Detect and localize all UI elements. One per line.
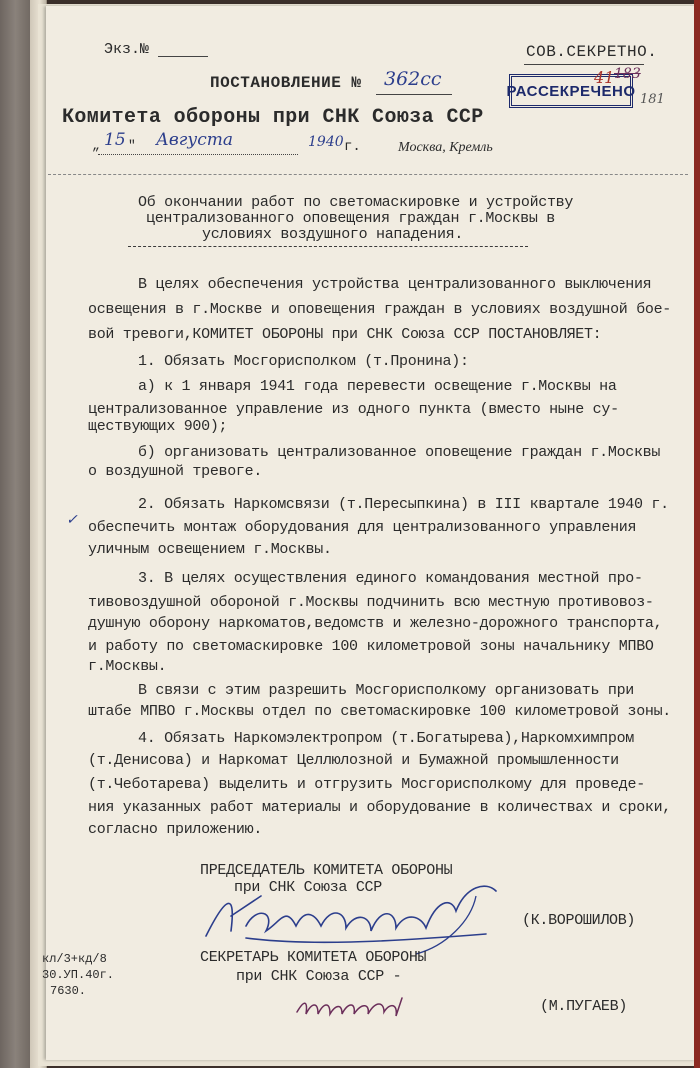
body-line-3: вой тревоги,КОМИТЕТ ОБОРОНЫ при СНК Союза ССР ПОСТАНОВЛЯЕТ: [88,326,602,343]
header-divider [48,174,688,175]
margin-checkmark: ✓ [66,512,78,528]
body-line-17: г.Москвы. [88,658,167,675]
date-open-quote: „ [92,138,100,153]
subject-line-3: условиях воздушного нападения. [202,226,464,243]
body-line-7: ществующих 900); [88,418,228,435]
classification-underline [524,64,644,65]
secretary-title-1: СЕКРЕТАРЬ КОМИТЕТА ОБОРОНЫ [200,949,427,966]
date-underline [98,154,298,155]
classification-mark: СОВ.СЕКРЕТНО. [526,43,658,61]
body-line-11: обеспечить монтаж оборудования для централизованного управления [88,519,637,536]
body-line-4: 1. Обязать Мосгорисполком (т.Пронина): [138,353,469,370]
archive-number-crossed: 41 [594,68,615,87]
subject-line-2: централизованного оповещения граждан г.Москвы в [146,210,555,227]
body-line-14: тивовоздушной обороной г.Москвы подчинить всю местную противовоз- [88,594,654,611]
body-line-21: (т.Денисова) и Наркомат Целлюлозной и Бумажной промышленности [88,752,619,769]
body-line-2: освещения в г.Москве и оповещения граждан в условиях воздушной бое- [88,301,671,318]
footnote-line-1: кл/3+кд/8 [42,952,107,966]
body-line-13: 3. В целях осуществления единого командования местной про- [138,570,643,587]
secretary-name: (М.ПУГАЕВ) [540,998,628,1015]
chair-title-1: ПРЕДСЕДАТЕЛЬ КОМИТЕТА ОБОРОНЫ [200,862,453,879]
footnote-line-2: 30.УП.40г. [42,968,115,982]
subject-line-1: Об окончании работ по светомаскировке и устройству [138,194,574,211]
date-day: 15 [104,130,126,150]
body-line-9: о воздушной тревоге. [88,463,263,480]
place: Москва, Кремль [398,140,493,155]
body-line-23: ния указанных работ материалы и оборудование в количествах и сроки, [88,799,671,816]
date-close-quote: " [128,138,136,153]
body-line-10: 2. Обязать Наркомсвязи (т.Пересыпкина) в III квартале 1940 г. [138,496,669,513]
body-line-19: штабе МПВО г.Москвы отдел по светомаскировке 100 километровой зоны. [88,703,671,720]
body-line-5: а) к 1 января 1941 года перевести освещение г.Москвы на [138,378,617,395]
body-line-20: 4. Обязать Наркомэлектропром (т.Богатырева),Наркомхимпром [138,730,634,747]
body-line-24: согласно приложению. [88,821,263,838]
declassified-stamp: РАССЕКРЕЧЕНО [509,74,633,108]
date-suffix: г. [344,139,361,155]
body-line-18: В связи с этим разрешить Мосгорисполкому организовать при [138,682,634,699]
pugaev-signature [292,992,412,1024]
date-year: 1940 [308,134,344,150]
archive-number-old: 183 [614,66,641,82]
committee-title: Комитета обороны при СНК Союза ССР [62,106,484,129]
secretary-title-2: при СНК Союза ССР - [236,968,402,985]
chair-title-2: при СНК Союза ССР [234,879,382,896]
body-line-15: душную оборону наркоматов,ведомств и железно-дорожного транспорта, [88,615,663,632]
chair-name: (К.ВОРОШИЛОВ) [522,912,636,929]
subject-underline [128,246,528,247]
copy-number-blank [158,56,208,57]
archive-page-number: 181 [640,92,665,107]
decree-label: ПОСТАНОВЛЕНИЕ № [210,74,362,92]
copy-number-label: Экз.№ [104,41,150,58]
decree-number-underline [376,94,452,95]
body-line-16: и работу по светомаскировке 100 километровой зоны начальнику МПВО [88,638,654,655]
footnote-line-3: 7630. [50,984,87,998]
voroshilov-signature [186,876,516,956]
body-line-6: централизованное управление из одного пункта (вместо ныне су- [88,401,619,418]
body-line-8: б) организовать централизованное оповещение граждан г.Москвы [138,444,661,461]
body-line-12: уличным освещением г.Москвы. [88,541,332,558]
body-line-1: В целях обеспечения устройства централизованного выключения [138,276,652,293]
date-month: Августа [156,130,233,150]
document-page [42,6,696,1060]
binder-red-edge [694,0,700,1068]
decree-number: 362сс [384,68,442,90]
body-line-22: (т.Чеботарева) выделить и отгрузить Мосгорисполкому для проведе- [88,776,645,793]
